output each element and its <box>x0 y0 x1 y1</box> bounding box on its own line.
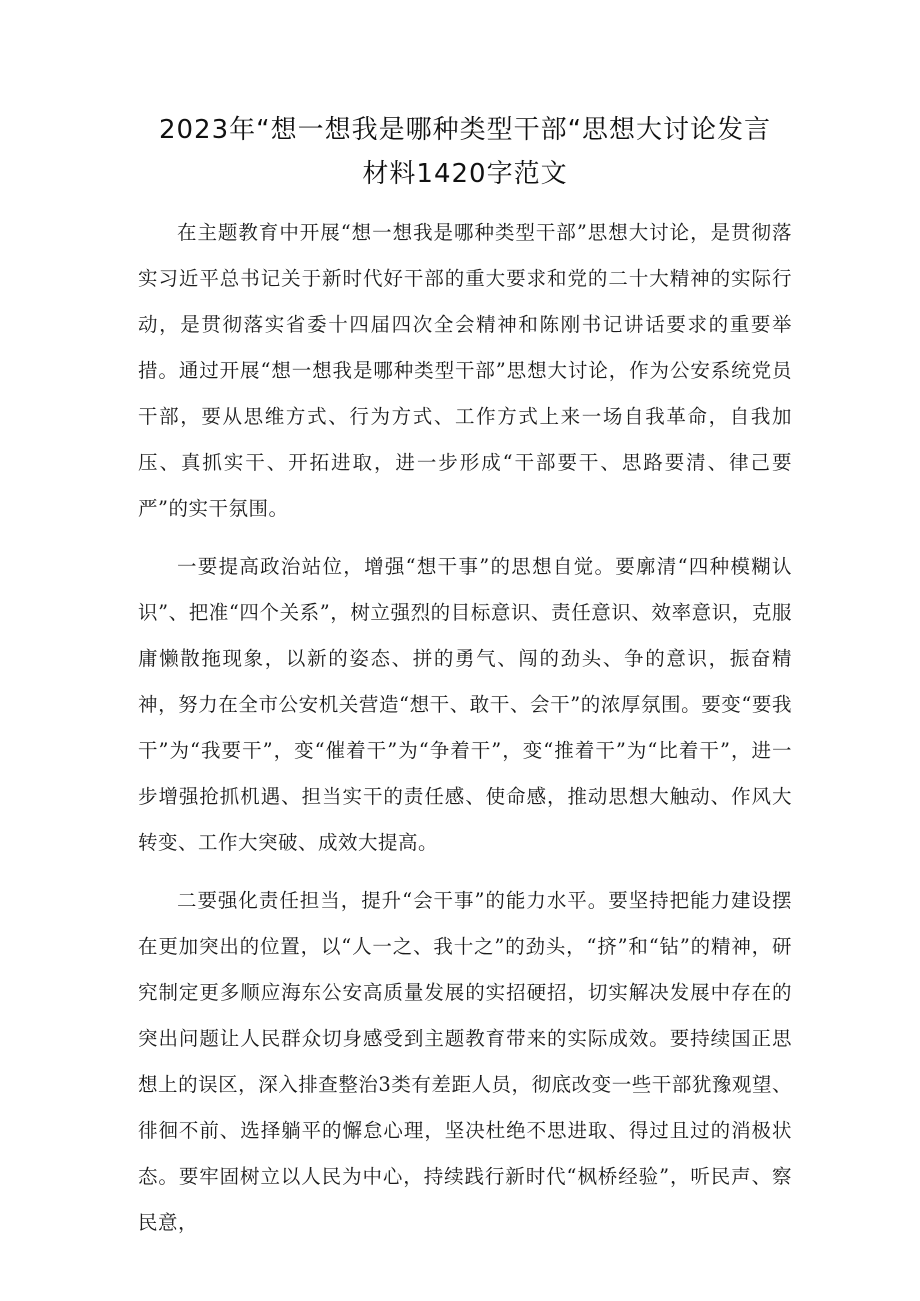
paragraph-intro: 在主题教育中开展“想一想我是哪种类型干部”思想大讨论，是贯彻落实习近平总书记关于新时代好干部的重大要求和党的二十大精神的实际行动，是贯彻落实省委十四届四次全会精神和陈刚书记讲话要求的重要举措。通过开展“想一想我是哪种类型干部”思想大讨论，作为公安系统党员干部，要从思维方式、行为方式、工作方式上来一场自我革命，自我加压、真抓实干、开拓进取，进一步形成“干部要干、思路要清、律己要严”的实干氛围。 <box>138 221 792 520</box>
title-line-1: 2023年“想一想我是哪种类型干部“思想大讨论发言 <box>158 115 772 145</box>
document-body <box>138 210 792 1246</box>
paragraph-point-one: 一要提高政治站位，增强“想干事”的思想自觉。要廓清“四种模糊认识”、把准“四个关系”，树立强烈的目标意识、责任意识、效率意识，克服庸懒散拖现象，以新的姿态、拼的勇气、闯的劲头、争的意识，振奋精神，努力在全市公安机关营造“想干、敢干、会干”的浓厚氛围。要变“要我干”为“我要干”，变“催着干”为“争着干”，变“推着干”为“比着干”，进一步增强抢抓机遇、担当实干的责任感、使命感，推动思想大触动、作风大转变、工作大突破、成效大提高。 <box>138 555 792 854</box>
title-line-2: 材料1420字范文 <box>362 159 568 189</box>
document-title <box>138 108 792 196</box>
paragraph-point-two: 二要强化责任担当，提升“会干事”的能力水平。要坚持把能力建设摆在更加突出的位置，以“人一之、我十之”的劲头，“挤”和“钻”的精神，研究制定更多顺应海东公安高质量发展的实招硬招，切实解决发展中存在的突出问题让人民群众切身感受到主题教育带来的实际成效。要持续国正思想上的误区，深入排查整治3类有差距人员，彻底改变一些干部犹豫观望、徘徊不前、选择躺平的懈怠心理，坚决杜绝不思进取、得过且过的消极状态。要牢固树立以人民为中心，持续践行新时代“枫桥经验”，听民声、察民意， <box>138 889 792 1234</box>
